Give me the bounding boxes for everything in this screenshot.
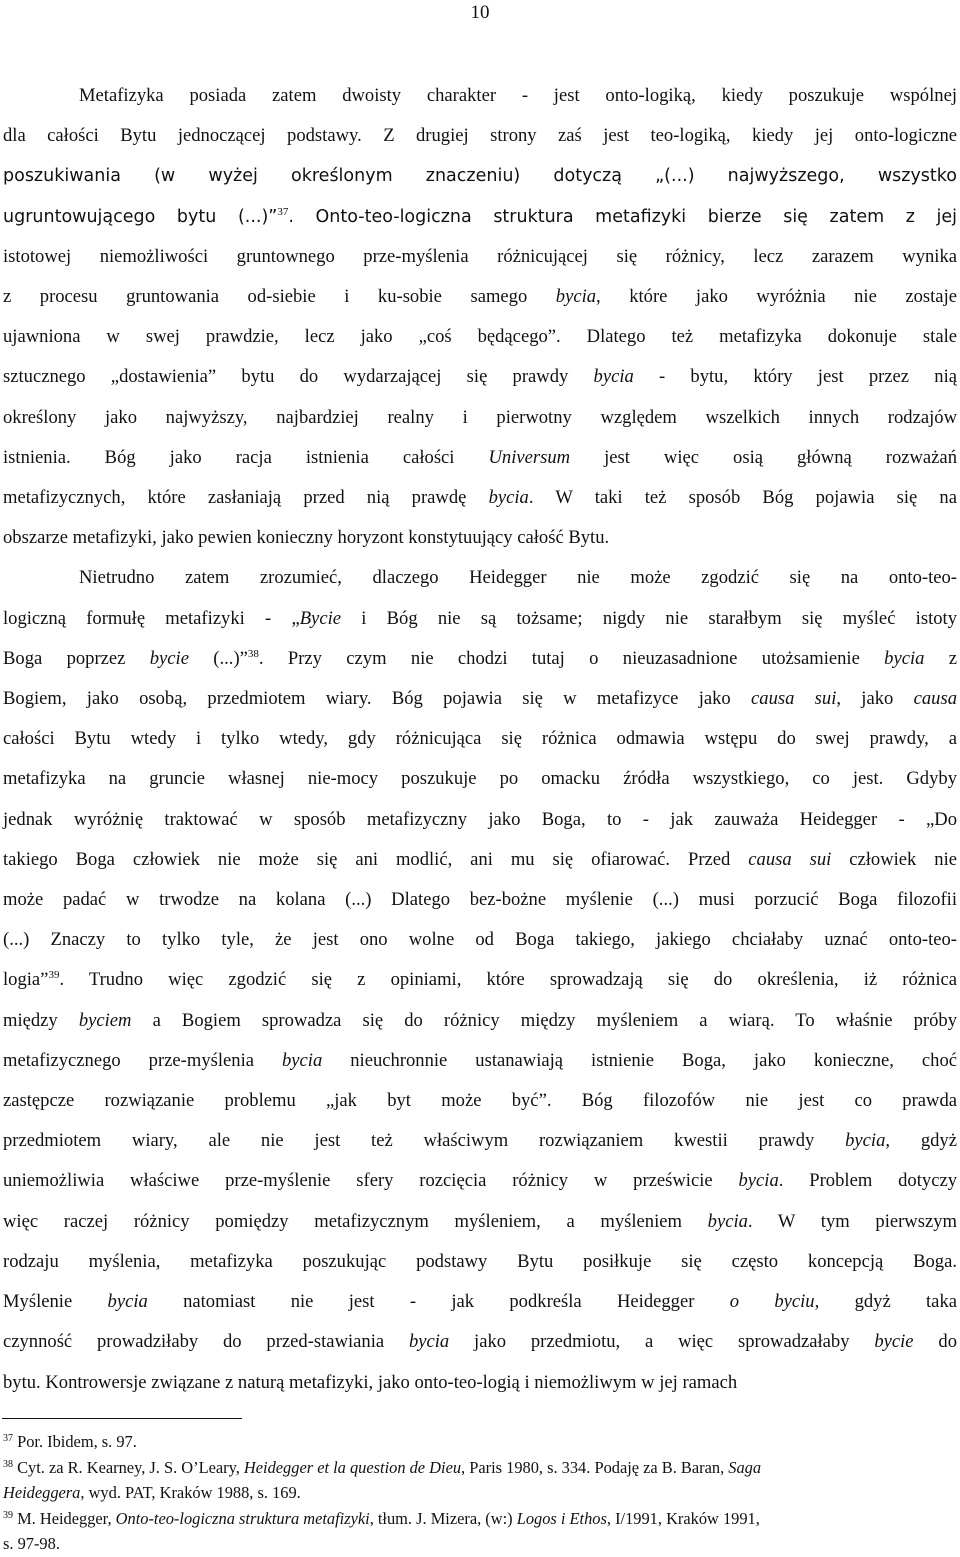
text-line xyxy=(3,759,957,799)
footnote-line xyxy=(3,1531,957,1557)
text-run: dla całości Bytu jednoczącej podstawy. Z drugiej strony zaś jest teo-logiką, kiedy jej onto-logiczne xyxy=(3,125,957,147)
footnote-ref: 38 xyxy=(247,647,259,660)
footnote-line xyxy=(3,1506,957,1532)
text-run: więc raczej różnicy pomiędzy metafizycznym myśleniem, a myśleniem xyxy=(3,1210,708,1232)
text-run: . W taki też sposób Bóg pojawia się na xyxy=(528,487,957,509)
italic-term: Heidegger et la question de Dieu xyxy=(243,1457,462,1477)
footnote-separator xyxy=(2,1418,242,1419)
text-run: , które jako wyróżnia nie zostaje xyxy=(596,286,957,308)
text-run: Boga poprzez xyxy=(3,647,150,669)
italic-term: Universum xyxy=(488,446,571,468)
italic-term: o byciu xyxy=(729,1291,815,1313)
page-number: 10 xyxy=(470,2,490,23)
italic-term: bycia xyxy=(488,487,529,509)
text-line xyxy=(3,1282,957,1322)
text-run: . Przy czym nie chodzi tutaj o nieuzasadnione utożsamienie xyxy=(258,647,885,669)
text-line xyxy=(3,478,957,518)
text-line xyxy=(3,518,957,558)
text-line xyxy=(3,116,957,156)
text-line xyxy=(3,1121,957,1161)
text-run: Cyt. za R. Kearney, J. S. O’Leary, xyxy=(13,1457,244,1477)
text-line xyxy=(3,1161,957,1201)
text-run: - bytu, który jest przez nią xyxy=(633,366,957,388)
text-run: uniemożliwia właściwe prze-myślenie sfery rozcięcia różnicy w prześwicie xyxy=(3,1170,739,1192)
text-line xyxy=(3,1363,957,1403)
text-line xyxy=(3,639,957,679)
text-run: jako przedmiotu, a więc sprowadzałaby xyxy=(449,1331,875,1353)
text-run: , I/1991, Kraków 1991, xyxy=(606,1508,760,1528)
text-run: takiego Boga człowiek nie może się ani modlić, ani mu się ofiarować. Przed xyxy=(3,848,749,870)
italic-term: bycia xyxy=(593,366,634,388)
text-line xyxy=(3,317,957,357)
text-line xyxy=(3,438,957,478)
text-line xyxy=(3,880,957,920)
italic-term: bycia xyxy=(107,1291,148,1313)
text-run: z procesu gruntowania od-siebie i ku-sobie samego xyxy=(3,286,556,308)
text-run: Bogiem, jako osobą, przedmiotem wiary. Bóg pojawia się w metafizyce jako xyxy=(3,688,752,710)
text-run: , gdyż taka xyxy=(814,1291,957,1313)
text-run: jednak wyróżnię traktować w sposób metafizyczny jako Boga, to - jak zauważa Heidegger - „Do xyxy=(3,808,957,830)
text-run: Onto-teo-logiczna struktura metafizyki bierze się zatem z jej xyxy=(315,206,957,227)
text-run: do xyxy=(913,1331,957,1353)
italic-term: causa sui xyxy=(751,688,837,710)
text-run: z xyxy=(924,647,958,669)
text-run: (...) Znaczy to tylko tyle, że jest ono wolne od Boga takiego, jakiego chciałaby uznać onto-teo- xyxy=(3,929,957,951)
text-line xyxy=(3,599,957,639)
italic-term: causa sui xyxy=(748,848,832,870)
text-line xyxy=(3,800,957,840)
text-run: całości Bytu wtedy i tylko wtedy, gdy różnicująca się różnica odmawia wstępu do swej prawdy, a xyxy=(3,728,957,750)
text-line xyxy=(3,76,957,116)
footnote-line xyxy=(3,1480,957,1506)
text-line xyxy=(3,277,957,317)
text-line xyxy=(3,960,957,1000)
italic-term: Bycie xyxy=(299,607,341,629)
text-line xyxy=(3,398,957,438)
footnote xyxy=(3,1506,957,1557)
text-run: istnienia. Bóg jako racja istnienia całości xyxy=(3,446,489,468)
text-run: Myślenie xyxy=(3,1291,108,1313)
text-run: czynność prowadziłaby do przed-stawiania xyxy=(3,1331,409,1353)
text-run: między xyxy=(3,1009,79,1031)
text-run: . xyxy=(288,206,316,227)
body-text xyxy=(3,76,957,1403)
text-run: , wyd. PAT, Kraków 1988, s. 169. xyxy=(80,1483,301,1503)
footnote-line xyxy=(3,1455,957,1481)
text-run: metafizycznych, które zasłaniają przed nią prawdę xyxy=(3,487,489,509)
text-run: a Bogiem sprowadza się do różnicy między myśleniem a wiarą. To właśnie próby xyxy=(131,1009,957,1031)
text-run: i Bóg nie są tożsame; nigdy nie starałbym się myśleć istoty xyxy=(341,607,957,629)
text-line xyxy=(3,1081,957,1121)
text-run: logiczną formułę metafizyki - „ xyxy=(3,607,300,629)
text-run: człowiek nie xyxy=(831,848,958,870)
italic-term: bycia xyxy=(281,1049,323,1071)
italic-term: byciem xyxy=(78,1009,132,1031)
italic-term: Onto-teo-logiczna struktura metafizyki xyxy=(115,1508,370,1528)
footnote xyxy=(3,1455,957,1506)
text-line xyxy=(3,197,957,237)
italic-term: Logos i Ethos xyxy=(516,1508,607,1528)
text-line xyxy=(3,1041,957,1081)
footnote xyxy=(3,1429,957,1455)
italic-term: Heideggera xyxy=(3,1483,81,1503)
text-run: , Paris 1980, s. 334. Podaję za B. Baran, xyxy=(461,1457,729,1477)
text-run: Metafizyka posiada zatem dwoisty charakter - jest onto-logiką, kiedy poszukuje wspólnej xyxy=(79,85,957,106)
italic-term: bycie xyxy=(874,1331,914,1353)
text-run: może padać w trwodze na kolana (...) Dlatego bez-bożne myślenie (...) musi porzucić Boga filozofii xyxy=(3,889,957,911)
text-run: . Trudno więc zgodzić się z opiniami, które sprowadzają się do określenia, iż różnica xyxy=(59,969,957,991)
text-run: logia” xyxy=(3,969,49,991)
text-run: (...)” xyxy=(188,647,248,669)
text-line xyxy=(3,1322,957,1362)
italic-term: causa xyxy=(913,688,957,710)
italic-term: bycia xyxy=(408,1331,450,1353)
text-run: poszukiwania (w wyżej określonym znaczeniu) dotyczą „(...) najwyższego, wszystko xyxy=(3,166,957,187)
text-line xyxy=(3,156,957,196)
text-run: metafizycznego prze-myślenia xyxy=(3,1049,282,1071)
paragraph xyxy=(3,558,957,1402)
text-line xyxy=(3,1242,957,1282)
text-run: istotowej niemożliwości gruntownego prze-myślenia różnicującej się różnicy, lecz zarazem wynika xyxy=(3,245,957,267)
text-line xyxy=(3,1202,957,1242)
text-run: zastępcze rozwiązanie problemu „jak byt może być”. Bóg filozofów nie jest co prawda xyxy=(3,1090,957,1112)
text-run: rodzaju myślenia, metafizyka poszukując podstawy Bytu posiłkuje się często koncepcją Boga. xyxy=(3,1250,957,1272)
text-line xyxy=(3,679,957,719)
footnote-ref: 39 xyxy=(3,1509,13,1521)
text-line xyxy=(3,1001,957,1041)
text-run: przedmiotem wiary, ale nie jest też właściwym rozwiązaniem kwestii prawdy xyxy=(3,1130,846,1152)
text-run: obszarze metafizyki, jako pewien konieczny horyzont konstytuujący całość Bytu. xyxy=(3,527,610,549)
text-run: M. Heidegger, xyxy=(13,1508,116,1528)
text-line xyxy=(3,237,957,277)
text-run: nieuchronnie ustanawiają istnienie Boga, jako konieczne, choć xyxy=(322,1049,957,1071)
text-run: sztucznego „dostawienia” bytu do wydarzającej się prawdy xyxy=(3,366,594,388)
text-run: bytu. Kontrowersje związane z naturą metafizyki, jako onto-teo-logią i niemożliwym w jej ramach xyxy=(3,1371,738,1393)
footnote-ref: 38 xyxy=(3,1458,13,1470)
text-run: natomiast nie jest - jak podkreśla Heidegger xyxy=(147,1291,730,1313)
text-line xyxy=(3,558,957,598)
text-line xyxy=(3,840,957,880)
italic-term: bycia xyxy=(707,1210,748,1232)
italic-term: bycia xyxy=(845,1130,886,1152)
footnote-ref: 39 xyxy=(48,969,60,982)
italic-term: bycia xyxy=(555,286,597,308)
italic-term: bycia xyxy=(738,1170,779,1192)
footnotes xyxy=(3,1429,957,1557)
italic-term: bycie xyxy=(149,647,189,669)
text-run: metafizyka na gruncie własnej nie-mocy poszukuje po omacku źródła wszystkiego, co jest. Gdyby xyxy=(3,768,957,790)
text-run: Por. Ibidem, s. 97. xyxy=(13,1432,137,1451)
italic-term: Saga xyxy=(728,1457,762,1477)
text-run: Nietrudno zatem zrozumieć, dlaczego Heidegger nie może zgodzić się na onto-teo- xyxy=(79,567,957,589)
text-run: , jako xyxy=(836,688,914,710)
text-line xyxy=(3,920,957,960)
text-run: , gdyż xyxy=(885,1130,957,1152)
italic-term: bycia xyxy=(884,647,925,669)
paragraph xyxy=(3,76,957,558)
text-run: s. 97-98. xyxy=(3,1534,60,1554)
text-run: określony jako najwyższy, najbardziej realny i pierwotny względem wszelkich innych rodzajów xyxy=(3,406,957,428)
footnote-ref: 37 xyxy=(3,1433,13,1444)
footnote-line xyxy=(3,1429,957,1455)
text-run: jest więc osią główną rozważań xyxy=(570,446,957,468)
text-line xyxy=(3,357,957,397)
text-run: ugruntowującego bytu (...)” xyxy=(3,206,278,227)
text-run: , tłum. J. Mizera, (w:) xyxy=(369,1508,517,1528)
text-run: . Problem dotyczy xyxy=(778,1170,957,1192)
text-run: ujawniona w swej prawdzie, lecz jako „coś będącego”. Dlatego też metafizyka dokonuje stale xyxy=(3,326,957,348)
footnote-ref: 37 xyxy=(277,205,289,218)
text-line xyxy=(3,719,957,759)
text-run: . W tym pierwszym xyxy=(747,1210,957,1232)
